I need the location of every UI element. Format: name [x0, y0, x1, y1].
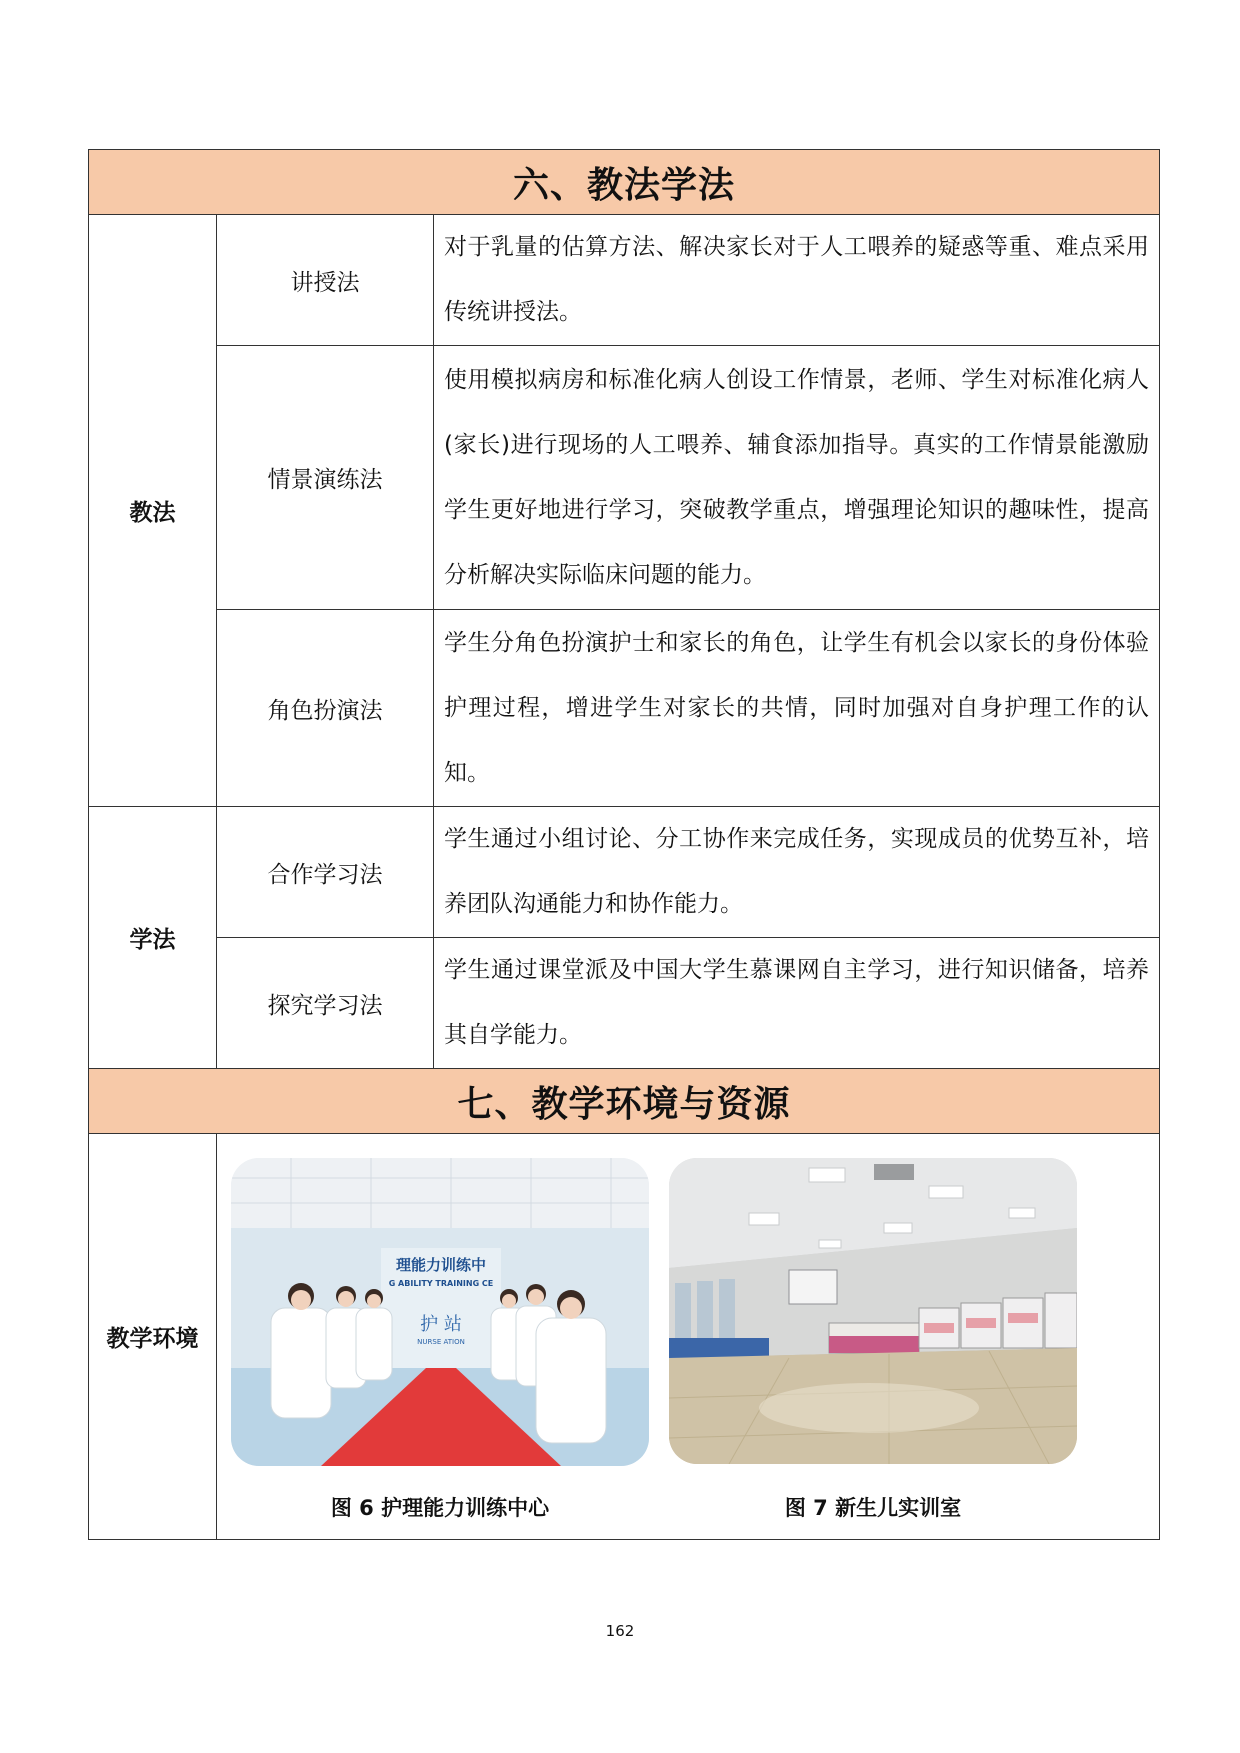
- category-teaching: 教法: [89, 215, 217, 807]
- method-lecture: 讲授法: [217, 215, 434, 346]
- nursing-training-center-photo: [231, 1158, 649, 1466]
- sign-station-en-text: NURSE ATION: [417, 1338, 465, 1346]
- section-6-title: 六、教法学法: [89, 150, 1160, 215]
- method-scenario: 情景演练法: [217, 346, 434, 610]
- desc-inquiry: 学生通过课堂派及中国大学生慕课网自主学习，进行知识储备，培养其自学能力。: [434, 938, 1160, 1069]
- category-learning: 学法: [89, 807, 217, 1069]
- category-environment: 教学环境: [89, 1134, 217, 1540]
- method-inquiry: 探究学习法: [217, 938, 434, 1069]
- sign-top-text: 理能力训练中: [395, 1256, 487, 1274]
- method-roleplay: 角色扮演法: [217, 610, 434, 807]
- sign-english-text: G ABILITY TRAINING CE: [388, 1279, 494, 1288]
- section-7-title: 七、教学环境与资源: [89, 1069, 1160, 1134]
- figure-7-caption: 图 7 新生儿实训室: [784, 1496, 962, 1520]
- desc-scenario: 使用模拟病房和标准化病人创设工作情景，老师、学生对标准化病人(家长)进行现场的人工喂养、辅食添加指导。真实的工作情景能激励学生更好地进行学习，突破教学重点，增强理论知识的趣味性，提高分析解决实际临床问题的能力。: [434, 346, 1160, 610]
- method-cooperative: 合作学习法: [217, 807, 434, 938]
- figure-6-caption: 图 6 护理能力训练中心: [330, 1496, 550, 1520]
- sign-station-text: 护 站: [420, 1314, 462, 1335]
- neonatal-training-room-photo: [669, 1158, 1077, 1464]
- content-table: [88, 149, 1160, 1540]
- desc-roleplay: 学生分角色扮演护士和家长的角色，让学生有机会以家长的身份体验护理过程，增进学生对家长的共情，同时加强对自身护理工作的认知。: [434, 610, 1160, 807]
- environment-figures: [217, 1134, 1160, 1540]
- desc-cooperative: 学生通过小组讨论、分工协作来完成任务，实现成员的优势互补，培养团队沟通能力和协作能力。: [434, 807, 1160, 938]
- desc-lecture: 对于乳量的估算方法、解决家长对于人工喂养的疑惑等重、难点采用传统讲授法。: [434, 215, 1160, 346]
- page-number: 162: [605, 1622, 635, 1640]
